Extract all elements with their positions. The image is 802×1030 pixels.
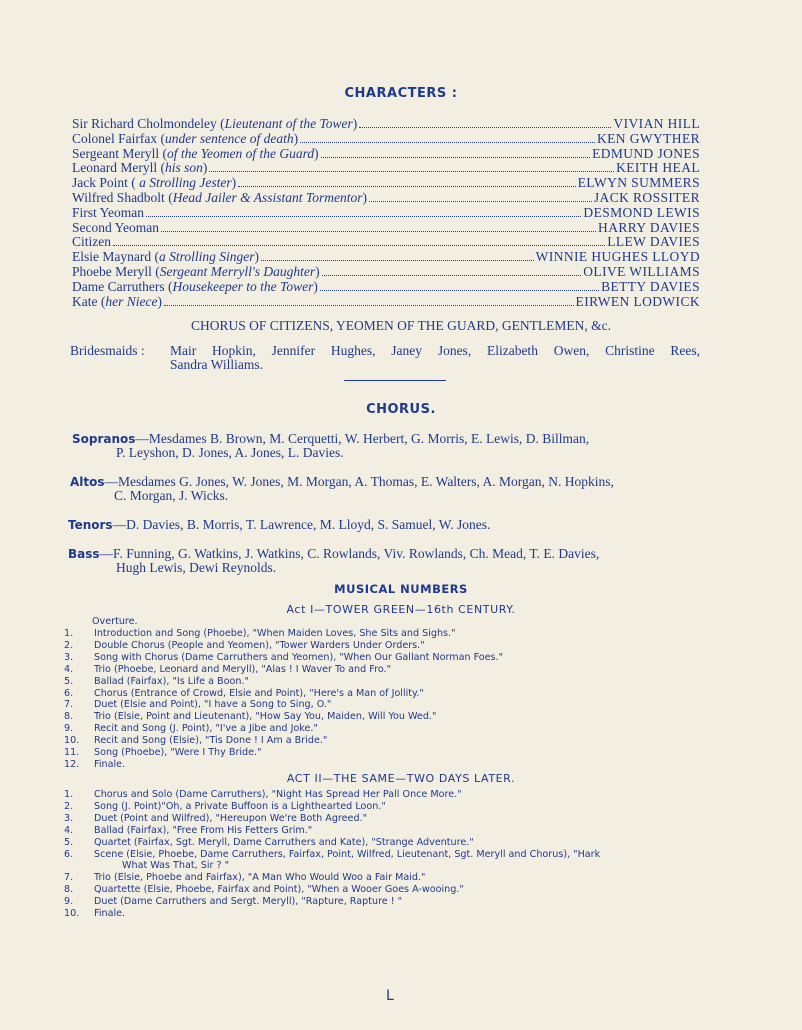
act-2-title: ACT II—THE SAME—TWO DAYS LATER.	[286, 772, 516, 785]
cast-actor: EIRWEN LODWICK	[575, 293, 700, 309]
tenors-line	[68, 517, 490, 533]
leader-dots	[161, 231, 596, 232]
musical-number-row	[64, 813, 704, 825]
musical-number-row	[64, 723, 704, 735]
cast-row	[72, 234, 700, 249]
number-title: Duet (Elsie and Point), "I have a Song to Sing, O."	[94, 699, 332, 711]
number-title: Double Chorus (People and Yeomen), "Tower Warders Under Orders."	[94, 639, 425, 651]
number-title: Trio (Phoebe, Leonard and Meryll), "Alas ! I Waver To and Fro."	[94, 663, 391, 675]
number-title: Ballad (Fairfax), "Is Life a Boon."	[94, 675, 249, 687]
cast-role: Citizen	[72, 234, 111, 250]
number-title: Trio (Elsie, Phoebe and Fairfax), "A Man Who Would Woo a Fair Maid."	[94, 872, 426, 884]
number-title: Trio (Elsie, Point and Lieutenant), "How Say You, Maiden, Will You Wed."	[94, 711, 437, 723]
number-title: Finale.	[94, 908, 126, 919]
cast-row	[72, 279, 700, 294]
number-label: 4.	[64, 663, 74, 675]
leader-dots	[209, 171, 614, 172]
cast-row	[72, 294, 700, 309]
bass-line-2: Hugh Lewis, Dewi Reynolds.	[116, 560, 277, 575]
musical-number-row	[64, 759, 704, 771]
cast-role: Second Yeoman	[72, 219, 159, 235]
altos-label: Altos	[70, 475, 105, 489]
cast-role: Sergeant Meryll (of the Yeomen of the Guard)	[72, 145, 319, 161]
number-label: 12.	[64, 758, 80, 770]
cast-role: Dame Carruthers (Housekeeper to the Tower)	[72, 278, 318, 294]
cast-actor: HARRY DAVIES	[598, 219, 700, 235]
sopranos-names: —Mesdames B. Brown, M. Cerquetti, W. Herbert, G. Morris, E. Lewis, D. Billman,	[135, 431, 590, 446]
cast-row	[72, 175, 700, 190]
divider-rule	[344, 380, 446, 381]
musical-number-row	[64, 884, 704, 896]
cast-row	[72, 190, 700, 205]
number-title: Song (J. Point)"Oh, a Private Buffoon is a Lighthearted Loon."	[94, 800, 386, 812]
number-label: 5.	[64, 836, 74, 848]
cast-actor: VIVIAN HILL	[613, 116, 700, 131]
number-label: 4.	[64, 824, 74, 836]
overture-label: Overture.	[92, 616, 138, 627]
act-1-numbers	[64, 628, 704, 772]
cast-role: Leonard Meryll (his son)	[72, 160, 208, 176]
altos-line-2: C. Morgan, J. Wicks.	[114, 488, 229, 503]
musical-number-row	[64, 860, 704, 872]
altos-names: —Mesdames G. Jones, W. Jones, M. Morgan, A. Thomas, E. Walters, A. Morgan, N. Hopkins,	[104, 474, 614, 489]
number-label: 1.	[64, 628, 74, 639]
bass-names: —F. Funning, G. Watkins, J. Watkins, C. Rowlands, Viv. Rowlands, Ch. Mead, T. E. Davies,	[99, 546, 600, 561]
tenors-names: —D. Davies, B. Morris, T. Lawrence, M. Lloyd, S. Samuel, W. Jones.	[112, 517, 491, 532]
number-label: 6.	[64, 848, 74, 860]
cast-row	[72, 264, 700, 279]
number-label: 1.	[64, 789, 74, 800]
number-title: Song (Phoebe), "Were I Thy Bride."	[94, 747, 262, 758]
number-title: Recit and Song (Elsie), "Tis Done ! I Am a Bride."	[94, 735, 328, 747]
cast-actor: KEITH HEAL	[616, 160, 700, 176]
leader-dots	[359, 127, 611, 128]
cast-actor: BETTY DAVIES	[601, 278, 700, 294]
musical-number-row	[64, 640, 704, 652]
cast-role: Colonel Fairfax (under sentence of death)	[72, 130, 299, 146]
musical-number-row	[64, 825, 704, 837]
leader-dots	[113, 245, 605, 246]
leader-dots	[320, 290, 599, 291]
pencil-mark: ᒪ	[386, 988, 394, 1004]
number-label: 10.	[64, 735, 80, 747]
number-title: Chorus (Entrance of Crowd, Elsie and Point), "Here's a Man of Jollity."	[94, 687, 424, 699]
musical-number-row	[64, 699, 704, 711]
sopranos-label: Sopranos	[72, 432, 136, 446]
cast-row	[72, 131, 700, 146]
leader-dots	[369, 201, 592, 202]
musical-number-row	[64, 735, 704, 747]
number-title: Chorus and Solo (Dame Carruthers), "Night Has Spread Her Pall Once More."	[94, 789, 462, 800]
cast-actor: EDMUND JONES	[592, 145, 700, 161]
number-title: Finale.	[94, 758, 126, 770]
number-label: 2.	[64, 639, 74, 651]
musical-number-row	[64, 676, 704, 688]
musical-number-row	[64, 711, 704, 723]
tenors-label: Tenors	[68, 518, 113, 532]
number-title: Recit and Song (J. Point), "I've a Jibe and Joke."	[94, 723, 318, 735]
cast-actor: WINNIE HUGHES LLOYD	[535, 249, 700, 265]
leader-dots	[322, 275, 582, 276]
number-label: 7.	[64, 699, 74, 711]
number-title: Duet (Dame Carruthers and Sergt. Meryll), "Rapture, Rapture ! "	[94, 896, 403, 908]
act-1-title: Act I—TOWER GREEN—16th CENTURY.	[286, 603, 516, 616]
leader-dots	[238, 186, 576, 187]
leader-dots	[164, 305, 574, 306]
number-label: 3.	[64, 812, 74, 824]
number-title: Ballad (Fairfax), "Free From His Fetters Grim."	[94, 824, 313, 836]
leader-dots	[261, 260, 534, 261]
cast-role: Kate (her Niece)	[72, 293, 162, 309]
leader-dots	[146, 216, 581, 217]
number-label: 2.	[64, 800, 74, 812]
cast-row	[72, 220, 700, 235]
musical-number-row	[64, 849, 704, 861]
cast-row	[72, 205, 700, 220]
bridesmaids-label: Bridesmaids :	[70, 343, 145, 358]
characters-heading: CHARACTERS :	[344, 86, 458, 101]
cast-row	[72, 160, 700, 175]
cast-row	[72, 116, 700, 131]
cast-role: Jack Point ( a Strolling Jester)	[72, 175, 237, 191]
sopranos-line-2: P. Leyshon, D. Jones, A. Jones, L. Davies.	[116, 445, 344, 460]
leader-dots	[321, 157, 590, 158]
overture	[64, 616, 704, 628]
cast-role: Elsie Maynard (a Strolling Singer)	[72, 249, 259, 265]
musical-number-row	[64, 896, 704, 908]
number-label: 10.	[64, 908, 80, 919]
act-2-numbers	[64, 789, 704, 921]
cast-actor: JACK ROSSITER	[593, 190, 700, 205]
number-label: 7.	[64, 872, 74, 884]
number-label: 9.	[64, 723, 74, 735]
number-title: Duet (Point and Wilfred), "Hereupon We're Both Agreed."	[94, 812, 368, 824]
musical-number-row	[64, 652, 704, 664]
cast-role: Wilfred Shadbolt (Head Jailer & Assistant Tormentor)	[72, 190, 367, 205]
number-title: What Was That, Sir ? "	[122, 860, 230, 872]
cast-actor: LLEW DAVIES	[607, 234, 700, 250]
musical-number-row	[64, 801, 704, 813]
musical-number-row	[64, 664, 704, 676]
musical-number-row	[64, 747, 704, 759]
bridesmaids-names-line-1: Mair Hopkin, Jennifer Hughes, Janey Jones, Elizabeth Owen, Christine Rees,	[170, 343, 700, 358]
musical-number-row	[64, 628, 704, 640]
number-title: Song with Chorus (Dame Carruthers and Yeomen), "When Our Gallant Norman Foes."	[94, 651, 503, 663]
cast-role: First Yeoman	[72, 204, 145, 220]
number-title: Scene (Elsie, Phoebe, Dame Carruthers, Fairfax, Point, Wilfred, Lieutenant, Sgt. Meryll and Chorus), "Hark	[94, 848, 601, 860]
bridesmaids-names-line-2: Sandra Williams.	[170, 357, 263, 372]
cast-actor: DESMOND LEWIS	[583, 204, 700, 220]
number-label: 11.	[64, 747, 80, 758]
musical-number-row	[64, 688, 704, 700]
number-label: 8.	[64, 884, 74, 896]
bass-label: Bass	[68, 547, 100, 561]
number-label: 6.	[64, 687, 74, 699]
musical-numbers-heading: MUSICAL NUMBERS	[334, 582, 468, 596]
cast-role: Phoebe Meryll (Sergeant Merryll's Daughter)	[72, 264, 320, 279]
number-title: Introduction and Song (Phoebe), "When Maiden Loves, She Sits and Sighs."	[94, 628, 456, 639]
cast-actor: KEN GWYTHER	[596, 130, 700, 146]
number-title: Quartet (Fairfax, Sgt. Meryll, Dame Carruthers and Kate), "Strange Adventure."	[94, 836, 474, 848]
cast-role: Sir Richard Cholmondeley (Lieutenant of the Tower)	[72, 116, 358, 131]
cast-row	[72, 146, 700, 161]
number-label: 5.	[64, 675, 74, 687]
musical-number-row	[64, 908, 704, 920]
number-label: 8.	[64, 711, 74, 723]
leader-dots	[300, 142, 595, 143]
musical-number-row	[64, 872, 704, 884]
musical-number-row	[64, 837, 704, 849]
chorus-heading: CHORUS.	[366, 402, 436, 417]
cast-actor: OLIVE WILLIAMS	[583, 264, 700, 279]
cast-actor: ELWYN SUMMERS	[577, 175, 700, 191]
number-label: 3.	[64, 651, 74, 663]
chorus-of-citizens-line: CHORUS OF CITIZENS, YEOMEN OF THE GUARD, GENTLEMEN, &c.	[191, 318, 611, 333]
cast-row	[72, 249, 700, 264]
musical-number-row	[64, 789, 704, 801]
number-label: 9.	[64, 896, 74, 908]
number-title: Quartette (Elsie, Phoebe, Fairfax and Point), "When a Wooer Goes A-wooing."	[94, 884, 464, 896]
